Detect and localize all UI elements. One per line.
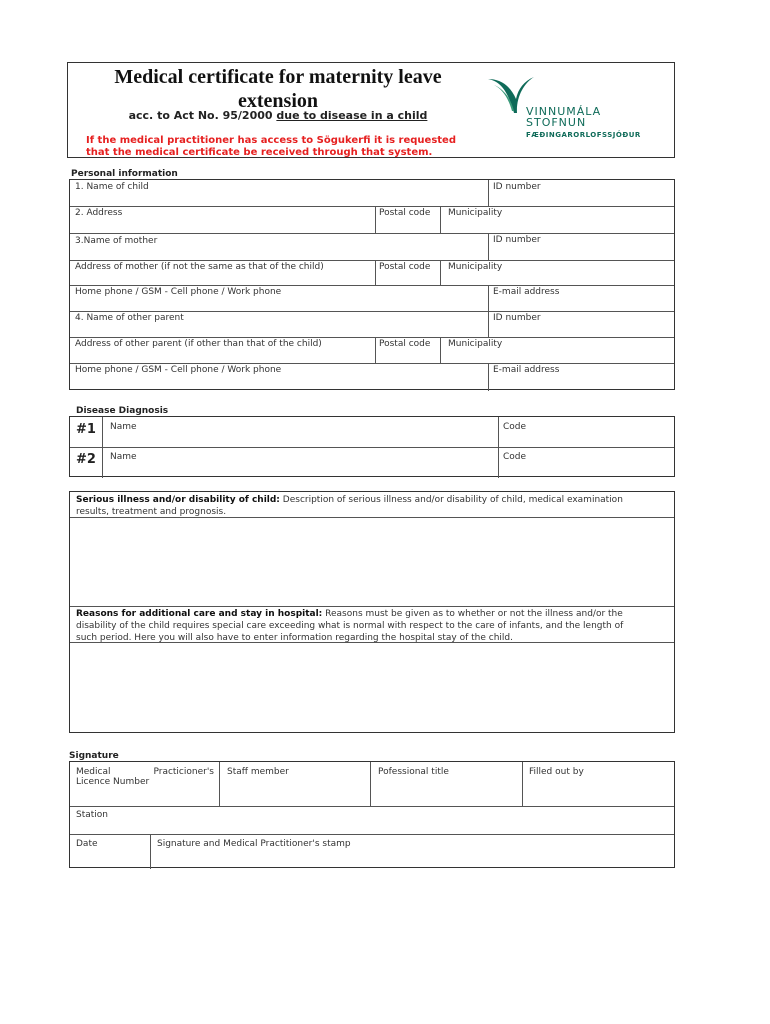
title-line-1: Medical certificate for maternity leave — [114, 66, 442, 88]
child-address-field[interactable]: 2. Address — [75, 208, 123, 218]
other-parent-email-field[interactable]: E-mail address — [493, 365, 560, 375]
staff-member-field[interactable]: Staff member — [227, 767, 289, 777]
vinnumalastofnun-v-logo-icon — [486, 73, 674, 133]
personal-section-title: Personal information — [71, 169, 178, 179]
filled-out-by-field[interactable]: Filled out by — [529, 767, 584, 777]
document-header — [67, 62, 675, 158]
diagnosis-2-name-field[interactable]: Name — [110, 452, 137, 462]
reasons-heading — [76, 608, 672, 644]
notice-line-1: If the medical practitioner has access to Sögukerfi it is requested — [86, 135, 456, 146]
diagnosis-1-code-field[interactable]: Code — [503, 422, 527, 432]
reasons-description-field[interactable] — [70, 643, 674, 732]
mother-id-number-field[interactable]: ID number — [493, 235, 541, 245]
mother-municipality-field[interactable]: Municipality — [448, 262, 503, 272]
diagnosis-1-name-field[interactable]: Name — [110, 422, 137, 432]
reasons-title: Reasons for additional care and stay in hospital: — [76, 609, 323, 619]
licence-label-2: Practicioner's — [153, 767, 214, 777]
document-title — [68, 65, 488, 113]
mother-postal-code-field[interactable]: Postal code — [379, 262, 431, 272]
sogukerfi-notice — [86, 135, 506, 159]
child-municipality-field[interactable]: Municipality — [448, 208, 503, 218]
subtitle-act: acc. to Act No. 95/2000 — [128, 109, 277, 122]
title-line-2: extension — [238, 90, 318, 112]
name-of-mother-field[interactable]: 3.Name of mother — [75, 236, 158, 246]
licence-label-3: Licence Number — [76, 777, 150, 787]
mother-address-field[interactable]: Address of mother (if not the same as that of the child) — [75, 262, 324, 272]
other-parent-address-field[interactable]: Address of other parent (if other than that of the child) — [75, 339, 322, 349]
disease-section-title: Disease Diagnosis — [76, 406, 169, 416]
other-parent-phone-field[interactable]: Home phone / GSM - Cell phone / Work phone — [75, 365, 282, 375]
reasons-text-1: Reasons must be given as to whether or not the illness and/or the — [322, 609, 623, 619]
serious-illness-text-2: results, treatment and prognosis. — [76, 507, 227, 517]
vinnumalastofnun-logo — [486, 73, 674, 139]
other-parent-postal-code-field[interactable]: Postal code — [379, 339, 431, 349]
illness-and-reasons-box — [69, 491, 675, 733]
serious-illness-description-field[interactable] — [70, 518, 674, 605]
licence-number-field[interactable] — [76, 767, 216, 787]
serious-illness-title: Serious illness and/or disability of child: — [76, 495, 280, 505]
name-of-child-field[interactable]: 1. Name of child — [75, 182, 149, 192]
date-field[interactable]: Date — [76, 839, 98, 849]
logo-line-2: STOFNUN — [526, 116, 587, 129]
diagnosis-number: #1 — [76, 422, 96, 437]
child-postal-code-field[interactable]: Postal code — [379, 208, 431, 218]
signature-table — [69, 761, 675, 868]
mother-email-field[interactable]: E-mail address — [493, 287, 560, 297]
reasons-text-3: such period. Here you will also have to enter information regarding the hospital stay of the child. — [76, 633, 513, 643]
logo-line-1: VINNUMÁLA — [526, 105, 602, 118]
document-subtitle — [68, 109, 488, 122]
disease-diagnosis-table — [69, 416, 675, 477]
mother-phone-field[interactable]: Home phone / GSM - Cell phone / Work phone — [75, 287, 282, 297]
reasons-text-2: disability of the child requires special care exceeding what is normal with respect to the care of infants, and the length of — [76, 621, 624, 631]
name-of-other-parent-field[interactable]: 4. Name of other parent — [75, 313, 184, 323]
other-parent-municipality-field[interactable]: Municipality — [448, 339, 503, 349]
other-parent-id-number-field[interactable]: ID number — [493, 313, 541, 323]
serious-illness-text-1: Description of serious illness and/or disability of child, medical examination — [279, 495, 623, 505]
subtitle-disease: due to disease in a child — [276, 109, 428, 122]
notice-line-2: that the medical certificate be received through that system. — [86, 147, 433, 158]
professional-title-field[interactable]: Pofessional title — [378, 767, 449, 777]
logo-line-3: FÆÐINGARORLOFSSJÓÐUR — [526, 131, 641, 139]
signature-stamp-field[interactable]: Signature and Medical Practitioner's stamp — [157, 839, 351, 849]
licence-label-1: Medical — [76, 767, 111, 777]
diagnosis-number: #2 — [76, 452, 96, 467]
personal-info-table — [69, 179, 675, 390]
serious-illness-heading — [76, 494, 672, 518]
diagnosis-2-code-field[interactable]: Code — [503, 452, 527, 462]
signature-section-title: Signature — [69, 751, 119, 761]
station-field[interactable]: Station — [76, 810, 108, 820]
child-id-number-field[interactable]: ID number — [493, 182, 541, 192]
